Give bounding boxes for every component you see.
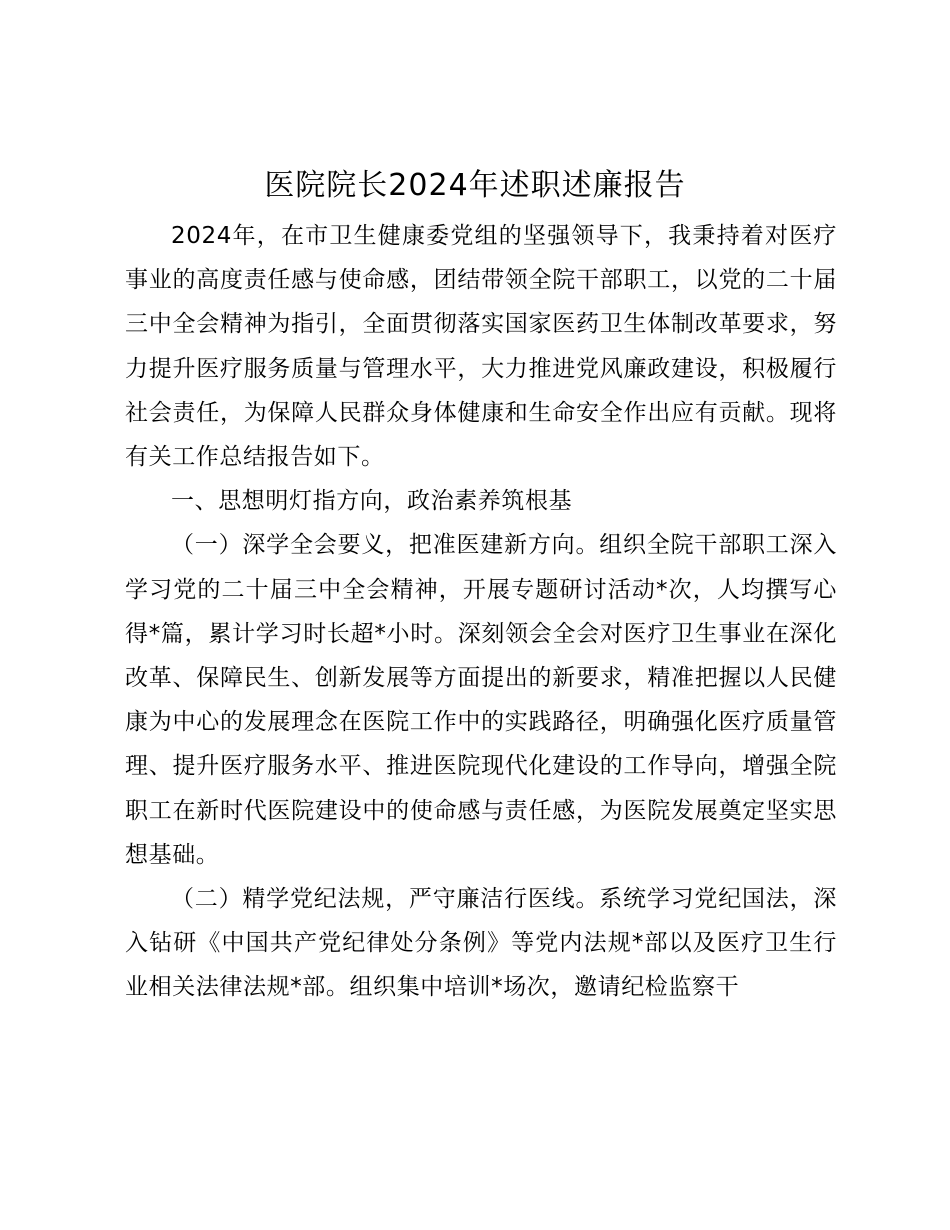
paragraph-study-plenum: （一）深学全会要义，把准医建新方向。组织全院干部职工深入学习党的二十届三中全会精神，开展专题研讨活动*次，人均撰写心得*篇，累计学习时长超*小时。深刻领会全会对医疗卫生事业在深化改革、保障民生、创新发展等方面提出的新要求，精准把握以人民健康为中心的发展理念在医院工作中的实践路径，明确强化医疗质量管理、提升医疗服务水平、推进医院现代化建设的工作导向，增强全院职工在新时代医院建设中的使命感与责任感，为医院发展奠定坚实思想基础。 <box>125 532 837 868</box>
paragraph-party-discipline: （二）精学党纪法规，严守廉洁行医线。系统学习党纪国法，深入钻研《中国共产党纪律处分条例》等党内法规*部以及医疗卫生行业相关法律法规*部。组织集中培训*场次，邀请纪检监察干 <box>125 886 837 1001</box>
section-heading: 一、思想明灯指方向，政治素养筑根基 <box>171 488 573 515</box>
document-body <box>125 214 837 1010</box>
paragraph-intro: 2024年，在市卫生健康委党组的坚强领导下，我秉持着对医疗事业的高度责任感与使命感，团结带领全院干部职工，以党的二十届三中全会精神为指引，全面贯彻落实国家医药卫生体制改革要求，努力提升医疗服务质量与管理水平，大力推进党风廉政建设，积极履行社会责任，为保障人民群众身体健康和生命安全作出应有贡献。现将有关工作总结报告如下。 <box>125 223 837 471</box>
document-title: 医院院长2024年述职述廉报告 <box>264 168 686 203</box>
